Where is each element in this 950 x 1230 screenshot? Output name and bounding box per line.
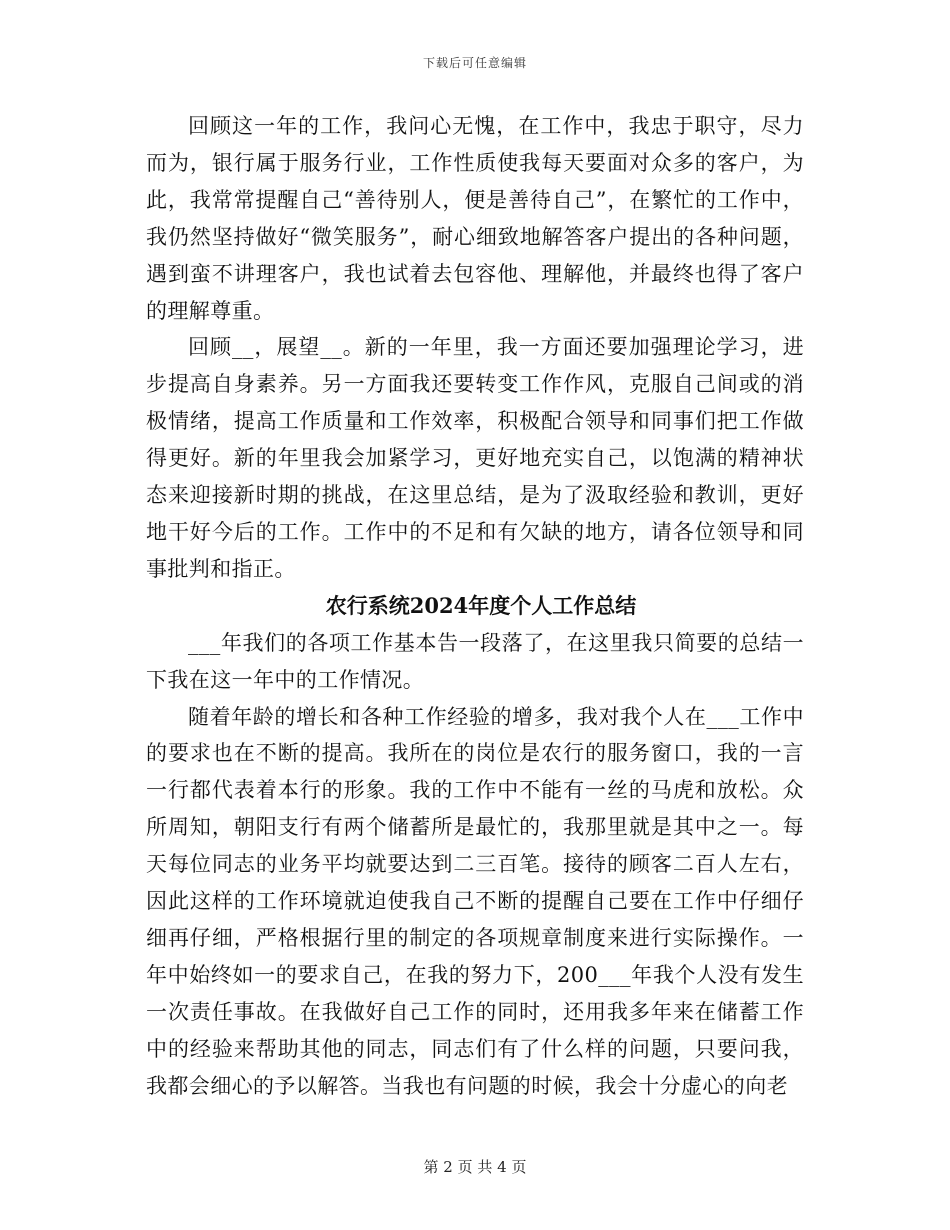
page-header: 下载后可任意编辑 — [422, 56, 527, 70]
paragraph: ___年我们的各项工作基本告一段落了，在这里我只简要的总结一下我在这一年中的工作情况。 — [146, 630, 804, 692]
paragraph: 随着年龄的增长和各种工作经验的增多，我对我个人在___工作中的要求也在不断的提高。我所在的岗位是农行的服务窗口，我的一言一行都代表着本行的形象。我的工作中不能有一丝的马虎和放松。众所周知，朝阳支行有两个储蓄所是最忙的，我那里就是其中之一。每天每位同志的业务平均就要达到二三百笔。接待的顾客二百人左右，因此这样的工作环境就迫使我自己不断的提醒自己要在工作中仔细仔细再仔细，严格根据行里的制定的各项规章制度来进行实际操作。一年中始终如一的要求自己，在我的努力下，200___年我个人没有发生一次责任事故。在我做好自己工作的同时，还用我多年来在储蓄工作中的经验来帮助其他的同志，同志们有了什么样的问题，只要问我，我都会细心的予以解答。当我也有问题的时候，我会十分虚心的向老 — [146, 704, 804, 1098]
section-title: 农行系统2024年度个人工作总结 — [325, 592, 637, 618]
paragraph: 回顾__，展望__。新的一年里，我一方面还要加强理论学习，进步提高自身素养。另一方面我还要转变工作作风，克服自己间或的消极情绪，提高工作质量和工作效率，积极配合领导和同事们把工作做得更好。新的年里我会加紧学习，更好地充实自己，以饱满的精神状态来迎接新时期的挑战，在这里总结，是为了汲取经验和教训，更好地干好今后的工作。工作中的不足和有欠缺的地方，请各位领导和同事批判和指正。 — [146, 335, 804, 581]
page-footer: 第 2 页 共 4 页 — [423, 1158, 527, 1176]
document-body — [146, 108, 804, 1104]
paragraph: 回顾这一年的工作，我问心无愧，在工作中，我忠于职守，尽力而为，银行属于服务行业，工作性质使我每天要面对众多的客户，为此，我常常提醒自己“善待别人，便是善待自己”，在繁忙的工作中，我仍然坚持做好“微笑服务”，耐心细致地解答客户提出的各种问题，遇到蛮不讲理客户，我也试着去包容他、理解他，并最终也得了客户的理解尊重。 — [146, 114, 804, 323]
